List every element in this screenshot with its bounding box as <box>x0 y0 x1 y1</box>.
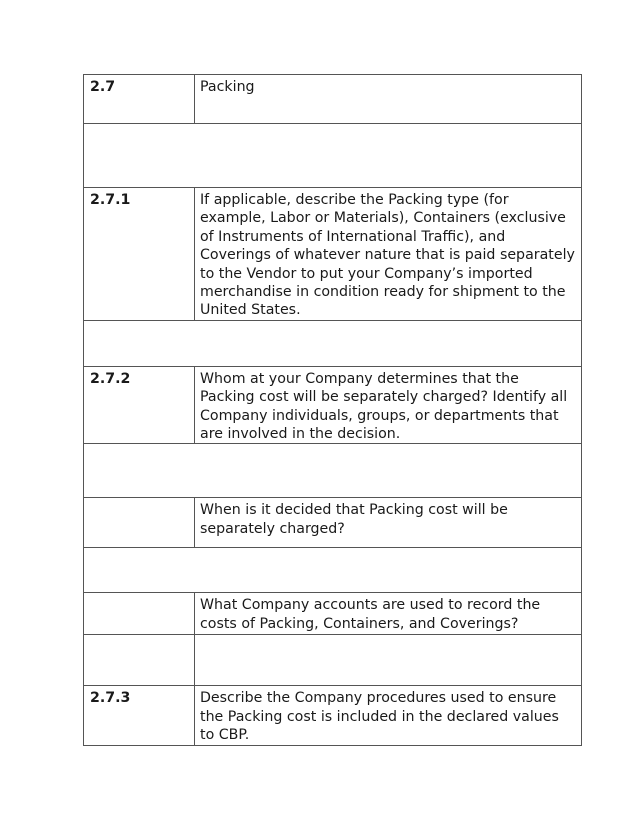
section-text: What Company accounts are used to record the costs of Packing, Containers, and Coverings? <box>195 593 582 635</box>
section-number: 2.7 <box>84 75 195 124</box>
section-text: Describe the Company procedures used to ensure the Packing cost is included in the declared values to CBP. <box>195 686 582 745</box>
answer-row <box>84 320 582 366</box>
section-text: If applicable, describe the Packing type (for example, Labor or Materials), Containers (exclusive of Instruments of International Traffic), and Coverings of whatever nature that is paid separately to the Vendor to put your Company’s imported merchandise in condition ready for shipment to the United States. <box>195 188 582 321</box>
section-number: 2.7.3 <box>84 686 195 745</box>
section-text: Whom at your Company determines that the Packing cost will be separately charged? Identify all Company individuals, groups, or departments that are involved in the decision. <box>195 366 582 444</box>
section-text: Packing <box>195 75 582 124</box>
answer-cell[interactable] <box>84 548 582 593</box>
table-row <box>84 188 582 321</box>
section-number <box>84 498 195 548</box>
packing-questionnaire-table <box>83 74 582 746</box>
section-number: 2.7.2 <box>84 366 195 444</box>
table-row <box>84 498 582 548</box>
answer-cell[interactable] <box>84 444 582 498</box>
answer-row <box>84 124 582 188</box>
blank-number-cell <box>84 635 195 686</box>
answer-cell[interactable] <box>195 635 582 686</box>
answer-row <box>84 444 582 498</box>
table-row <box>84 593 582 635</box>
table-row <box>84 366 582 444</box>
table-row <box>84 75 582 124</box>
section-number <box>84 593 195 635</box>
section-text: When is it decided that Packing cost will be separately charged? <box>195 498 582 548</box>
answer-cell[interactable] <box>84 320 582 366</box>
table-row <box>84 686 582 745</box>
table-row-blank <box>84 635 582 686</box>
answer-cell[interactable] <box>84 124 582 188</box>
answer-row <box>84 548 582 593</box>
section-number: 2.7.1 <box>84 188 195 321</box>
